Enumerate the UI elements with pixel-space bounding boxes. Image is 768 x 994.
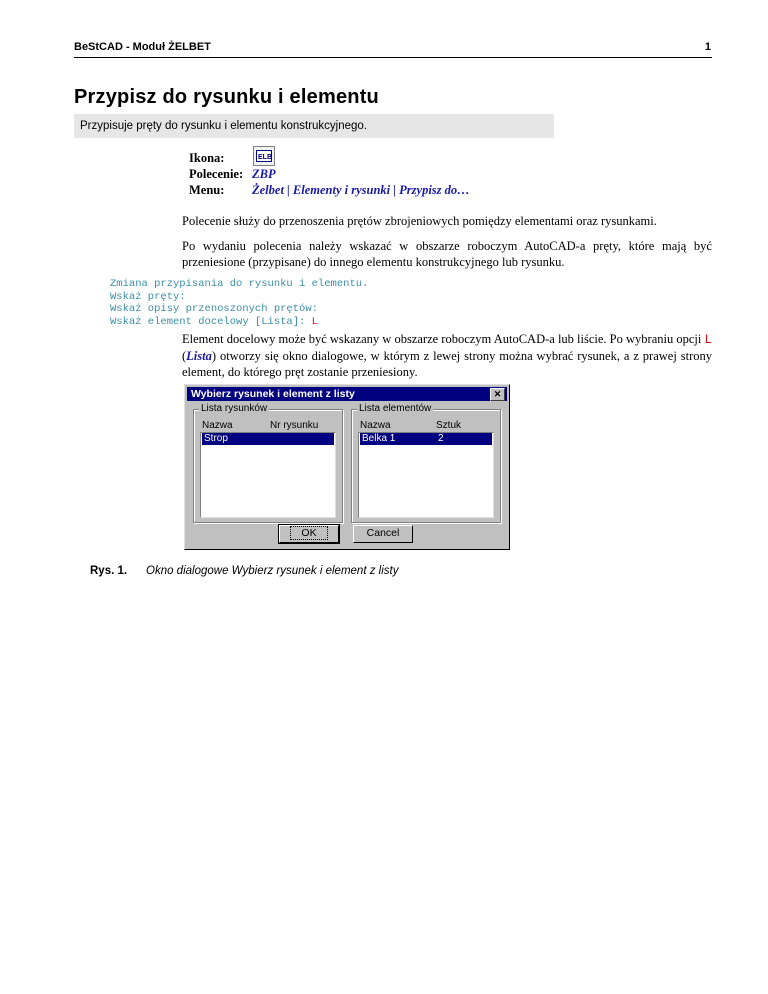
elements-group (351, 403, 501, 523)
option-word: Lista (186, 349, 212, 363)
command-label: Polecenie: (189, 167, 244, 181)
paragraph-intro: Polecenie służy do przenoszenia prętów zbrojeniowych pomiędzy elementami oraz rysunkami. (182, 214, 657, 228)
list-item[interactable] (202, 433, 334, 445)
dialog-title-bar (187, 387, 507, 401)
section-title: Przypisz do rysunku i elementu (74, 86, 379, 108)
page-number: 1 (704, 41, 711, 53)
para3-part1: Element docelowy może być wskazany w obszarze roboczym AutoCAD-a lub liście. Po wybraniu opcji (182, 332, 705, 346)
element-name: Belka 1 (362, 433, 396, 444)
cancel-button[interactable]: Cancel (353, 525, 413, 543)
code-line (110, 316, 368, 329)
menu-path: Żelbet | Elementy i rysunki | Przypisz do… (252, 183, 470, 197)
drawings-group-label: Lista rysunków (201, 403, 268, 414)
elb-command-icon (253, 146, 275, 166)
para3-part2: ) otworzy się okno dialogowe, w którym z lewej strony można wybrać rysunek, a z prawej strony element, do którego pręt zostanie przeniesiony. (182, 349, 712, 379)
select-drawing-element-dialog (184, 384, 510, 550)
code-user-input: L (311, 315, 318, 328)
icon-label: Ikona: (189, 151, 225, 165)
header-rule (74, 57, 712, 58)
menu-label: Menu: (189, 183, 225, 197)
code-line: Wskaż opisy przenoszonych prętów: (110, 303, 318, 315)
paragraph-list-option (182, 331, 712, 380)
elements-col-name: Nazwa (360, 420, 391, 431)
drawings-group (193, 403, 343, 523)
dialog-title: Wybierz rysunek i element z listy (191, 388, 355, 400)
code-line: Wskaż pręty: (110, 290, 186, 303)
ok-button[interactable] (279, 525, 339, 543)
option-key: L (704, 333, 712, 347)
drawings-list[interactable] (200, 432, 336, 518)
list-item[interactable] (360, 433, 492, 445)
element-count: 2 (438, 433, 444, 444)
elements-list[interactable] (358, 432, 494, 518)
drawings-col-number: Nr rysunku (270, 420, 319, 431)
section-abstract: Przypisuje pręty do rysunku i elementu konstrukcyjnego. (74, 114, 554, 138)
paragraph-usage: Po wydaniu polecenia należy wskazać w obszarze roboczym AutoCAD-a pręty, które mają być przeniesione (przypisane) do innego elementu konstrukcyjnego lub rysunku. (182, 239, 712, 269)
command-value: ZBP (252, 167, 276, 181)
close-icon[interactable]: ✕ (490, 388, 505, 401)
figure-caption: Okno dialogowe Wybierz rysunek i element z listy (146, 565, 399, 577)
elements-group-label: Lista elementów (359, 403, 432, 414)
running-header: BeStCAD - Moduł ŻELBET (74, 41, 211, 53)
code-prompt: Wskaż element docelowy [Lista]: (110, 315, 312, 328)
figure-number: Rys. 1. (90, 565, 128, 577)
command-line-listing (110, 278, 368, 328)
para3-paren: ( (182, 349, 187, 363)
drawings-col-name: Nazwa (202, 420, 233, 431)
svg-text:ELB: ELB (258, 154, 272, 161)
code-line: Zmiana przypisania do rysunku i elementu. (110, 278, 369, 290)
ok-button-label: OK (290, 526, 327, 540)
elements-col-count: Sztuk (436, 420, 462, 431)
drawing-name: Strop (204, 433, 228, 444)
